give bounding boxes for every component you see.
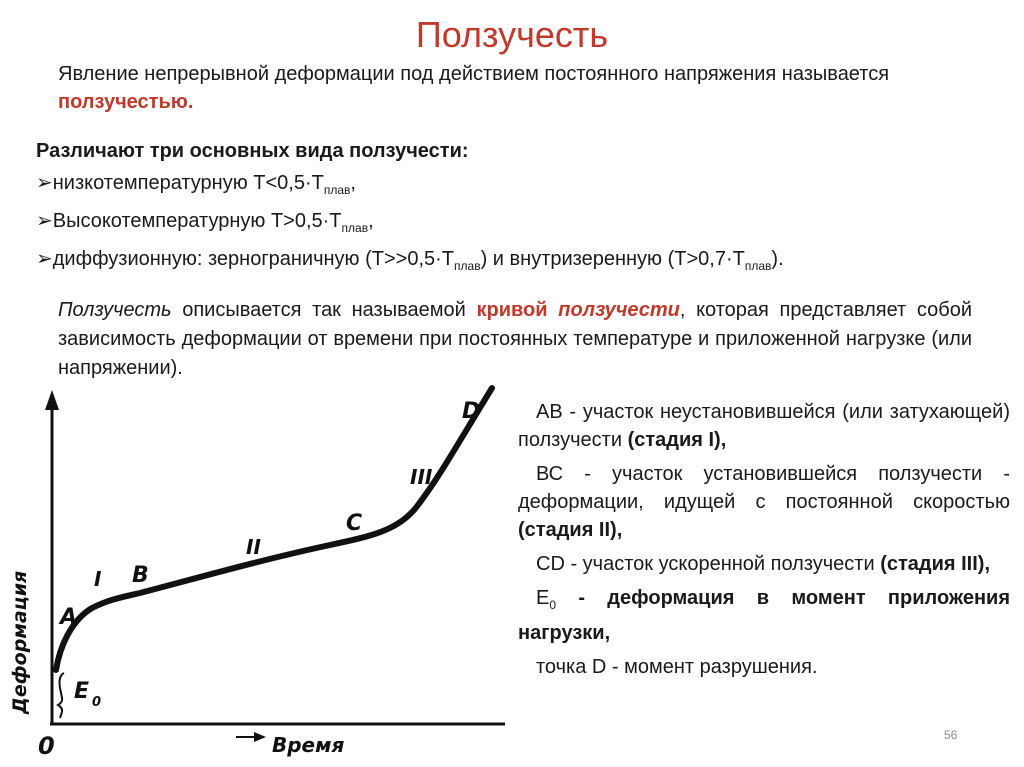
x-axis-label: Время	[272, 733, 345, 757]
type-item-low: ➢низкотемпературную $Т<0,5\cdot Т_{плав}$,	[36, 172, 356, 197]
e0-sub-label: 0	[92, 695, 102, 710]
highlight-curve: кривой	[476, 299, 548, 321]
types-heading: Различают три основных вида ползучести:	[36, 140, 469, 162]
bullet-arrow-icon: ➢	[36, 172, 53, 194]
origin-label: 0	[38, 732, 55, 760]
point-a-label: A	[60, 605, 78, 630]
time-arrow-icon	[254, 732, 266, 742]
page-number: 56	[944, 728, 958, 742]
legend-e0: $Е_0$ - деформация в момент приложения нагрузки,	[518, 587, 1010, 644]
point-d-label: D	[462, 399, 481, 424]
intro-text: Явление непрерывной деформации под действием постоянного напряжения называется	[58, 63, 890, 85]
type-item-high: ➢Высокотемпературную $Т>0,5\cdot Т_{плав}$,	[36, 210, 374, 235]
legend-d: точка D - момент разрушения.	[536, 656, 818, 678]
y-axis-arrow-icon	[45, 390, 59, 410]
bullet-arrow-icon: ➢	[36, 210, 53, 232]
e0-label: E	[74, 679, 90, 704]
stage-3-label: III	[410, 465, 433, 489]
intro-paragraph	[58, 60, 998, 116]
point-b-label: B	[132, 563, 149, 588]
legend-bc: ВС - участок установившейся ползучести - деформации, идущей с постоянной скоростью (стадия II),	[518, 463, 1010, 541]
stage-legend	[518, 398, 1010, 687]
page-title: Ползучесть	[415, 14, 609, 55]
stage-2-label: II	[246, 535, 261, 559]
e0-brace	[58, 673, 64, 718]
intro-term: ползучестью.	[58, 91, 194, 113]
stage-1-label: I	[94, 567, 102, 591]
point-c-label: C	[346, 511, 363, 536]
creep-curve-chart	[0, 380, 520, 767]
creep-curve	[56, 388, 492, 670]
types-list	[36, 168, 1016, 282]
creep-curve-description: Ползучесть описывается так называемой кривой ползучести, которая представляет собой зависимость деформации от времени при постоянных температуре и приложенной нагрузке (или напряжении).	[58, 299, 972, 379]
highlight-creep: ползучести	[558, 299, 680, 321]
legend-ab: АВ - участок неустановившейся (или затухающей) ползучести (стадия I),	[518, 401, 1010, 451]
bullet-arrow-icon: ➢	[36, 248, 53, 270]
legend-cd: CD - участок ускоренной ползучести (стадия III),	[536, 553, 991, 575]
y-axis-label: Деформация	[9, 570, 31, 714]
type-item-diffusion: ➢диффузионную: зернограничную $(Т>>0,5\cdot Т_{плав})$ и внутризеренную $(Т>0,7\cdot Т_{плав})$.	[36, 248, 784, 273]
